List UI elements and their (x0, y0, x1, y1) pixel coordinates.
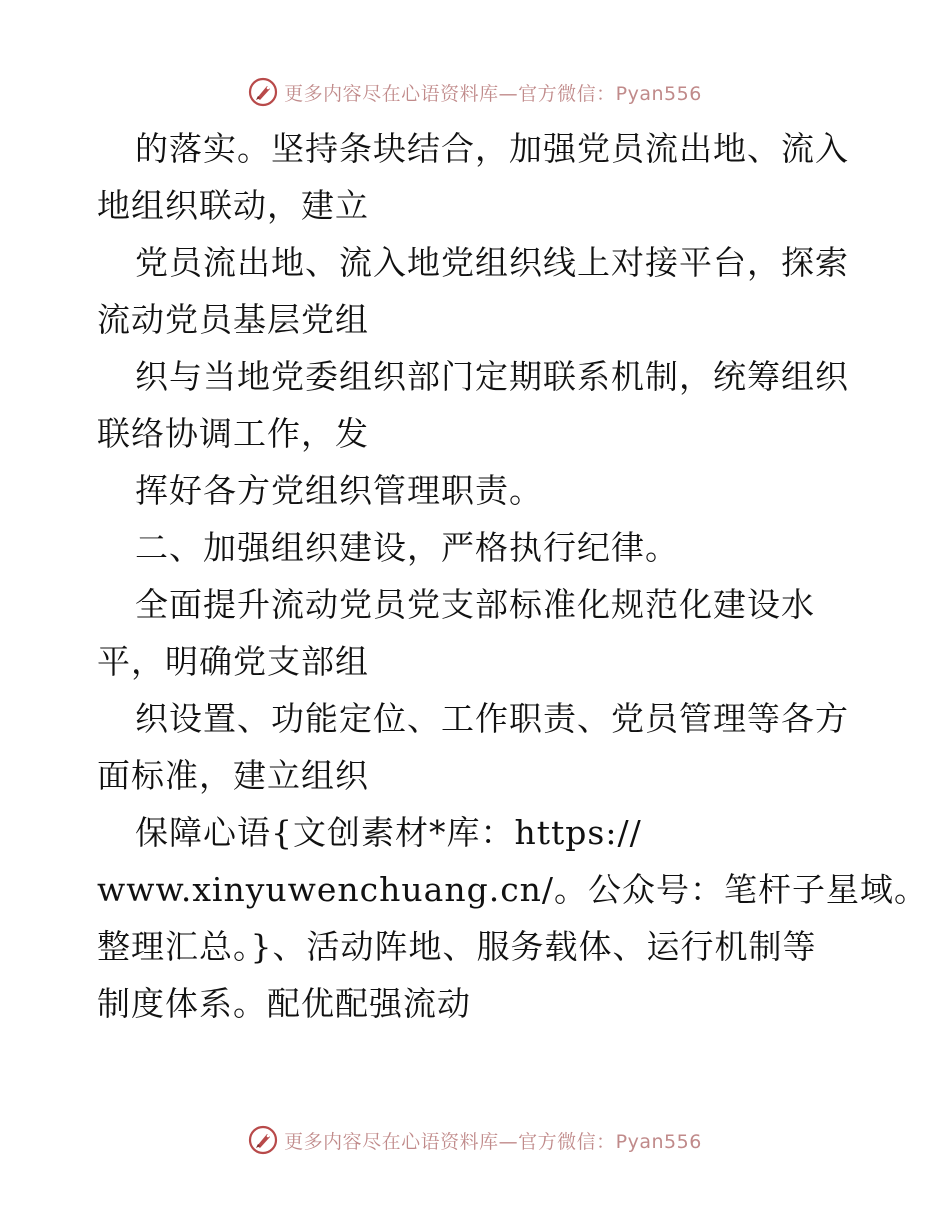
pen-nib-logo-icon (248, 1125, 278, 1155)
text-line: 整理汇总。}、活动阵地、服务载体、运行机制等 (97, 927, 817, 966)
text-line: 全面提升流动党员党支部标准化规范化建设水 (135, 585, 815, 624)
text-line: 织设置、功能定位、工作职责、党员管理等各方 (135, 699, 849, 738)
text-line: 的落实。坚持条块结合，加强党员流出地、流入 (135, 129, 849, 168)
text-line: 保障心语{文创素材*库：https:// (135, 813, 642, 852)
text-line: 挥好各方党组织管理职责。 (135, 471, 543, 510)
footer-banner-text: 更多内容尽在心语资料库—官方微信：Pyan556 (284, 1130, 702, 1153)
text-line: 织与当地党委组织部门定期联系机制，统筹组织 (135, 357, 849, 396)
header-banner (0, 72, 950, 112)
footer-banner (0, 1120, 950, 1160)
text-line: 流动党员基层党组 (97, 300, 369, 339)
text-line: 党员流出地、流入地党组织线上对接平台，探索 (135, 243, 849, 282)
text-line-url: www.xinyuwenchuang.cn/。公众号：笔杆子星域。 (97, 870, 929, 909)
header-banner-text: 更多内容尽在心语资料库—官方微信：Pyan556 (284, 82, 702, 105)
text-line: 制度体系。配优配强流动 (97, 984, 471, 1023)
text-line: 联络协调工作，发 (97, 414, 369, 453)
section-heading: 二、加强组织建设，严格执行纪律。 (135, 528, 679, 567)
text-line: 地组织联动，建立 (97, 186, 369, 225)
text-line: 面标准，建立组织 (97, 756, 369, 795)
pen-nib-logo-icon (248, 77, 278, 107)
text-line: 平，明确党支部组 (97, 642, 369, 681)
document-body (97, 120, 929, 1032)
